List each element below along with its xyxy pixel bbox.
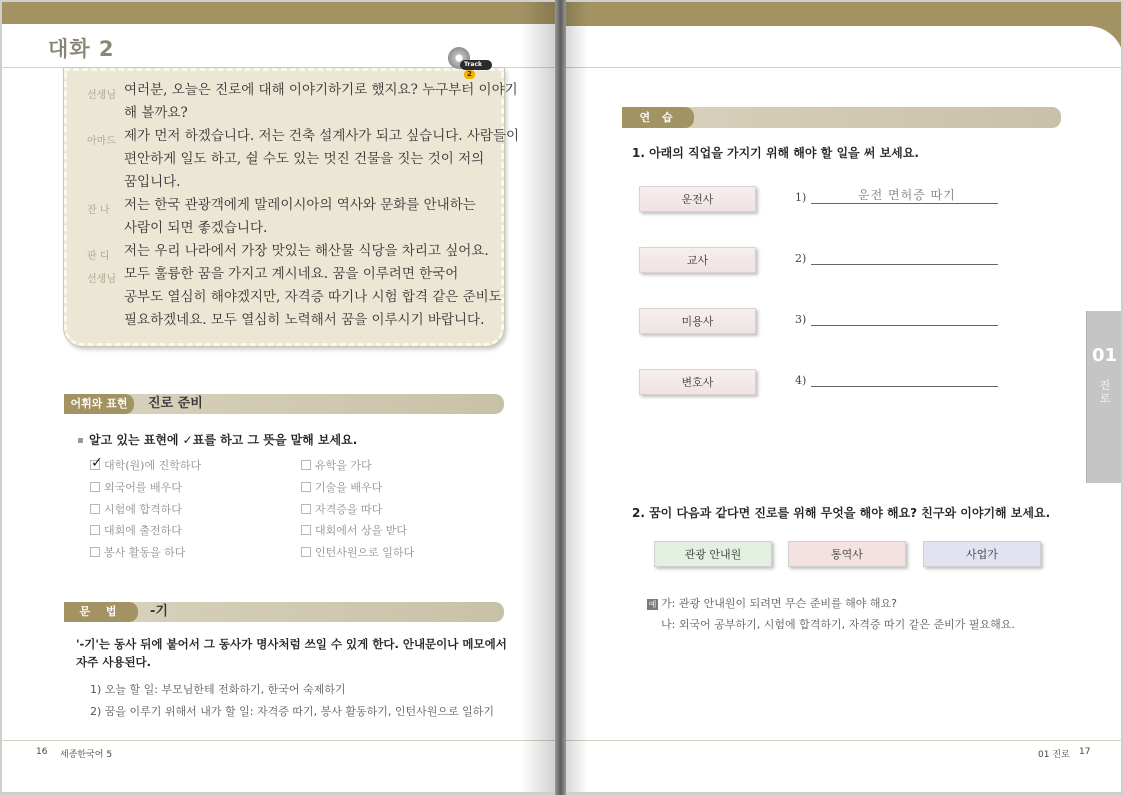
- vocab-item-label: 유학을 가다: [315, 459, 372, 472]
- vocab-instruction-text: 알고 있는 표현에 ✓표를 하고 그 뜻을 말해 보세요.: [89, 433, 358, 447]
- grammar-section-tag: 문 법: [64, 602, 138, 622]
- dream-job-card: 사업가: [923, 541, 1041, 567]
- header-white: [566, 26, 1086, 68]
- vocab-checkbox-item[interactable]: [301, 457, 372, 473]
- speaker-label: 선생님: [87, 90, 116, 101]
- checkbox[interactable]: [90, 525, 100, 535]
- vocab-instruction: [78, 431, 357, 448]
- question-2: 2. 꿈이 다음과 같다면 진로를 위해 무엇을 해야 해요? 친구와 이야기해 보세요.: [632, 506, 1051, 520]
- track-number: 2: [464, 70, 475, 79]
- page-number: 16: [36, 747, 48, 757]
- job-card: 변호사: [639, 369, 756, 395]
- dialogue-line: 편안하게 일도 하고, 쉴 수도 있는 멋진 건물을 짓는 것이 저의: [124, 151, 485, 167]
- practice-section-bar: [622, 107, 1061, 128]
- left-page: [2, 2, 555, 792]
- answer-line[interactable]: [811, 203, 998, 204]
- vocab-checkbox-item[interactable]: [301, 544, 414, 560]
- dialogue-line: 필요하겠네요. 모두 열심히 노력해서 꿈을 이루시기 바랍니다.: [124, 312, 485, 328]
- grammar-description: '-기'는 동사 뒤에 붙어서 그 동사가 명사처럼 쓰일 수 있게 한다. 안내문이나 메모에서 자주 사용된다.: [76, 637, 507, 669]
- job-card: 운전사: [639, 186, 756, 212]
- vocab-section-title: 진로 준비: [148, 396, 203, 411]
- vocab-item-label: 외국어를 배우다: [104, 481, 182, 494]
- vocab-item-label: 시험에 합격하다: [104, 503, 182, 516]
- chapter-footer: 01 진로: [1038, 750, 1070, 760]
- vocab-section-tag: 어휘와 표현: [64, 394, 134, 414]
- vocab-checkbox-item[interactable]: [90, 479, 182, 495]
- job-card: 미용사: [639, 308, 756, 334]
- page-number: 17: [1079, 747, 1091, 757]
- handwritten-answer: 운전 면허증 따기: [858, 188, 956, 202]
- checkbox[interactable]: [301, 460, 311, 470]
- speaker-label: 잔 나: [87, 205, 110, 216]
- spine-shadow: [521, 2, 555, 792]
- vocab-checkbox-item[interactable]: [301, 479, 382, 495]
- book-title: 세종한국어 5: [60, 750, 113, 760]
- dialogue-line: 사람이 되면 좋겠습니다.: [124, 220, 268, 236]
- answer-number: 3): [795, 313, 807, 326]
- speaker-label: 판 디: [87, 251, 110, 262]
- checkbox[interactable]: [301, 482, 311, 492]
- bullet-icon: [78, 438, 83, 443]
- dialogue-box: [64, 68, 520, 346]
- checkbox[interactable]: [90, 547, 100, 557]
- vocab-item-label: 기술을 배우다: [315, 481, 383, 494]
- checkbox[interactable]: [301, 504, 311, 514]
- example-text: 가: 관광 안내원이 되려면 무슨 준비를 해야 해요?: [661, 597, 897, 610]
- checkbox[interactable]: [301, 525, 311, 535]
- checkbox[interactable]: [301, 547, 311, 557]
- dream-job-card: 통역사: [788, 541, 906, 567]
- chapter-number: 01: [1091, 345, 1118, 366]
- example-badge: 예: [648, 600, 657, 609]
- book-gutter: [555, 0, 566, 795]
- dialogue-line: 제가 먼저 하겠습니다. 저는 건축 설계사가 되고 싶습니다. 사람들이: [124, 128, 520, 144]
- vocab-checkbox-item[interactable]: [301, 522, 407, 538]
- vocab-checkbox-item[interactable]: [90, 501, 182, 517]
- header-band: [2, 2, 555, 24]
- answer-number: 2): [795, 252, 807, 265]
- checkmark-icon: ✓: [91, 455, 103, 471]
- header-band: [566, 2, 1121, 26]
- track-badge[interactable]: [460, 60, 492, 78]
- header-tab-curve: [1044, 26, 1121, 68]
- dialogue-line: 꿈입니다.: [124, 174, 181, 190]
- example-line: 나: 외국어 공부하기, 시험에 합격하기, 자격증 따기 같은 준비가 필요해요.: [661, 618, 1015, 631]
- right-page: [566, 2, 1121, 792]
- vocab-checkbox-item[interactable]: [90, 544, 185, 560]
- dialogue-line: 공부도 열심히 해야겠지만, 자격증 따기나 시험 합격 같은 준비도: [124, 289, 502, 305]
- vocab-item-label: 자격증을 따다: [315, 503, 383, 516]
- chapter-side-tab[interactable]: [1086, 311, 1121, 483]
- checkbox[interactable]: [90, 455, 103, 471]
- question-1: 1. 아래의 직업을 가지기 위해 해야 할 일을 써 보세요.: [632, 146, 919, 160]
- grammar-section-bar: [64, 602, 504, 622]
- vocab-checkbox-item[interactable]: [301, 501, 382, 517]
- vocab-item-label: 인턴사원으로 일하다: [315, 546, 415, 559]
- answer-number: 1): [795, 191, 807, 204]
- vocab-item-label: 대학(원)에 진학하다: [104, 459, 202, 472]
- footer-rule: [566, 740, 1121, 741]
- checkbox[interactable]: [90, 482, 100, 492]
- answer-line[interactable]: [811, 386, 998, 387]
- spine-shadow: [566, 2, 588, 792]
- grammar-example: 1) 오늘 할 일: 부모님한테 전화하기, 한국어 숙제하기: [90, 683, 346, 696]
- job-card: 교사: [639, 247, 756, 273]
- speaker-label: 아마드: [87, 136, 116, 147]
- dialogue-line: 저는 한국 관광객에게 말레이시아의 역사와 문화를 안내하는: [124, 197, 476, 213]
- grammar-section-title: -기: [150, 604, 168, 619]
- answer-line[interactable]: [811, 325, 998, 326]
- speaker-label: 선생님: [87, 274, 116, 285]
- grammar-example: 2) 꿈을 이루기 위해서 내가 할 일: 자격증 따기, 봉사 활동하기, 인턴사원으로 일하기: [90, 705, 494, 718]
- dialogue-line: 모두 훌륭한 꿈을 가지고 계시네요. 꿈을 이루려면 한국어: [124, 266, 459, 282]
- checkbox[interactable]: [90, 504, 100, 514]
- dialogue-line: 여러분, 오늘은 진로에 대해 이야기하기로 했지요? 누구부터 이야기: [124, 82, 518, 98]
- chapter-label: 진로: [1099, 379, 1111, 405]
- footer-rule: [2, 740, 555, 741]
- track-label: Track: [464, 61, 482, 68]
- vocab-item-label: 대회에서 상을 받다: [315, 524, 408, 537]
- answer-number: 4): [795, 374, 807, 387]
- example-line: [647, 595, 897, 611]
- vocab-item-label: 대회에 출전하다: [104, 524, 182, 537]
- chapter-title: 대화 2: [48, 37, 115, 61]
- vocab-section-bar: [64, 394, 504, 414]
- dialogue-line: 저는 우리 나라에서 가장 맛있는 해산물 식당을 차리고 싶어요.: [124, 243, 489, 259]
- answer-line[interactable]: [811, 264, 998, 265]
- dialogue-line: 해 볼까요?: [124, 105, 188, 121]
- practice-section-tag: 연 습: [622, 107, 694, 128]
- dream-job-card: 관광 안내원: [654, 541, 772, 567]
- vocab-checkbox-item[interactable]: [90, 457, 201, 473]
- vocab-item-label: 봉사 활동을 하다: [104, 546, 186, 559]
- header-rule: [566, 67, 1121, 68]
- vocab-checkbox-item[interactable]: [90, 522, 182, 538]
